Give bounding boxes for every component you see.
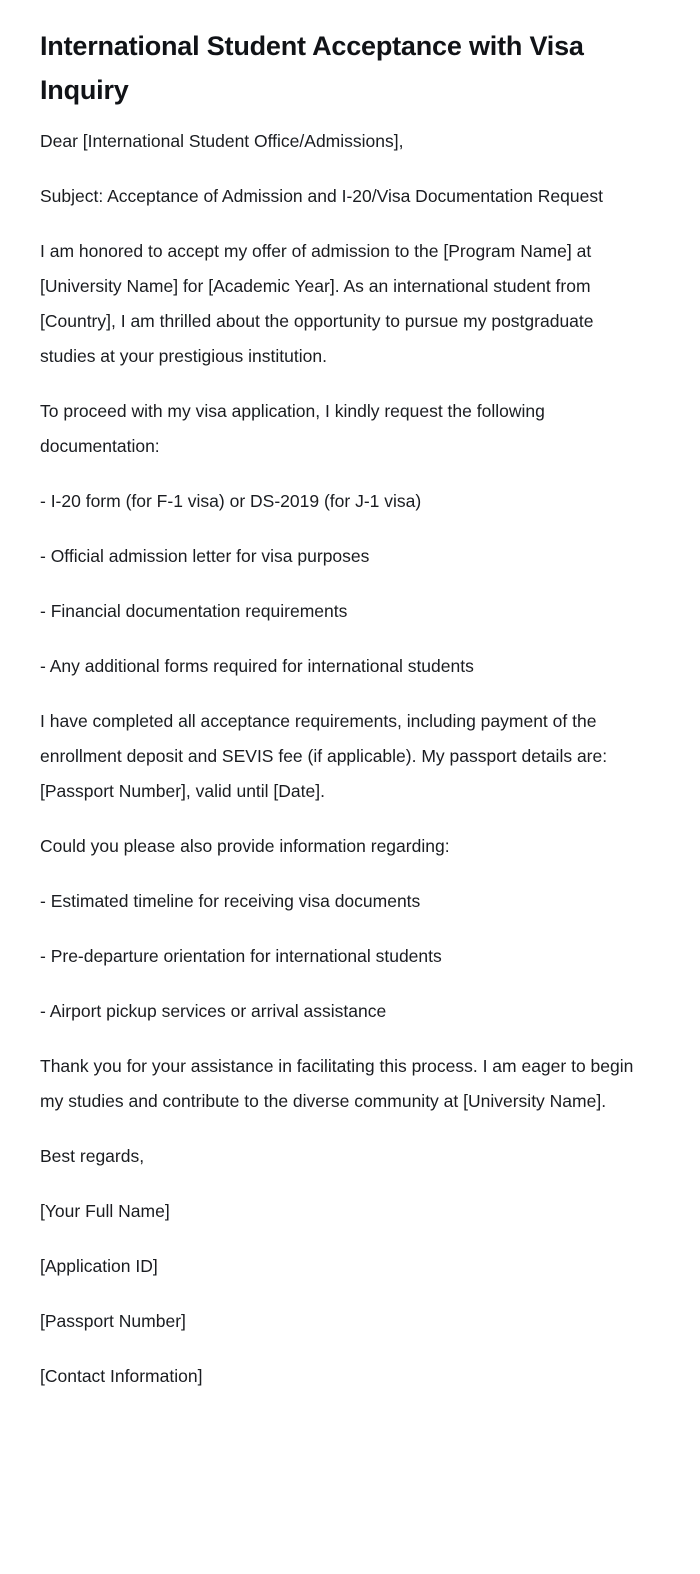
signoff: Best regards, [40, 1146, 145, 1166]
list-item: - Pre-departure orientation for international students [40, 946, 442, 966]
list-item: - I-20 form (for F-1 visa) or DS-2019 (for J-1 visa) [40, 491, 422, 511]
signature-line-full-name: [Your Full Name] [40, 1201, 170, 1221]
signature-line-passport-number: [Passport Number] [40, 1311, 186, 1331]
list-item: - Any additional forms required for international students [40, 656, 474, 676]
paragraph-closing: Thank you for your assistance in facilitating this process. I am eager to begin my studies and contribute to the diverse community at [University Name]. [40, 1056, 634, 1111]
signature-line-application-id: [Application ID] [40, 1256, 158, 1276]
request-lead-in: To proceed with my visa application, I kindly request the following documentation: [40, 401, 545, 456]
list-item: - Airport pickup services or arrival assistance [40, 1001, 387, 1021]
page-title: International Student Acceptance with Visa Inquiry [40, 31, 584, 105]
list-item: - Official admission letter for visa purposes [40, 546, 370, 566]
salutation: Dear [International Student Office/Admissions], [40, 131, 404, 151]
list-item: - Estimated timeline for receiving visa documents [40, 891, 421, 911]
paragraph-intro: I am honored to accept my offer of admission to the [Program Name] at [University Name] for [Academic Year]. As an international student from [Country], I am thrilled about the opportunity to pursue my postgraduate studies at your prestigious institution. [40, 241, 594, 366]
paragraph-requirements: I have completed all acceptance requirements, including payment of the enrollment deposit and SEVIS fee (if applicable). My passport details are: [Passport Number], valid until [Date]. [40, 711, 608, 801]
signature-line-contact-information: [Contact Information] [40, 1366, 203, 1386]
information-lead-in: Could you please also provide information regarding: [40, 836, 450, 856]
list-item: - Financial documentation requirements [40, 601, 348, 621]
subject-line: Subject: Acceptance of Admission and I-20/Visa Documentation Request [40, 186, 603, 206]
